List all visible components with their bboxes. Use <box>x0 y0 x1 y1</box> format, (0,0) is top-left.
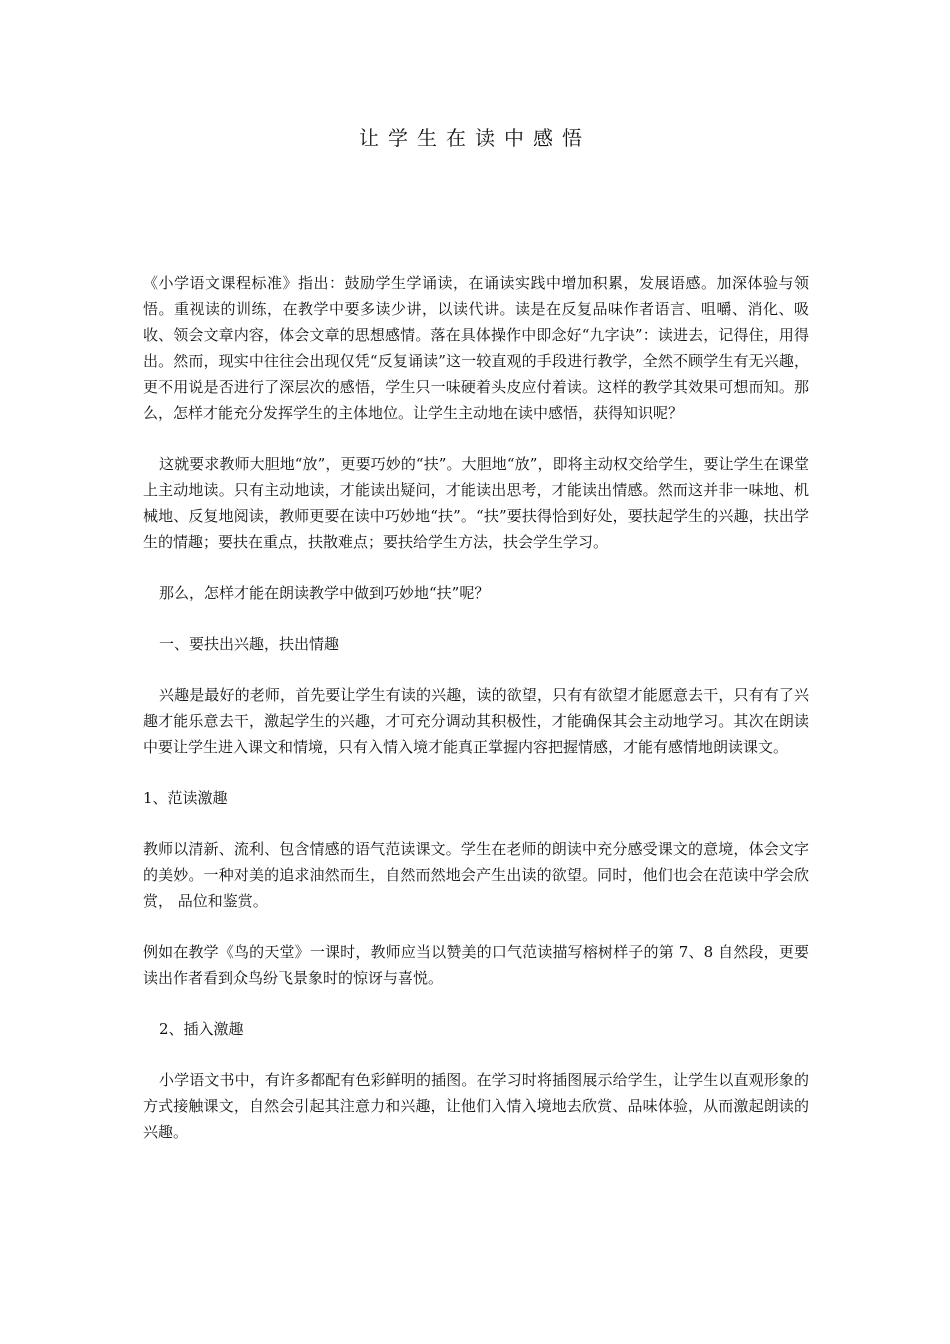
paragraph-illustrations: 小学语文书中，有许多都配有色彩鲜明的插图。在学习时将插图展示给学生，让学生以直观形象的方式接触课文，自然会引起其注意力和兴趣，让他们入情入境地去欣赏、品味体验，从而激起朗读的兴趣。 <box>143 1071 809 1141</box>
subheading-illustrations: 2、插入激趣 <box>159 1020 244 1038</box>
document-title: 让学生在读中感悟 <box>359 126 591 150</box>
section-heading-1: 一、要扶出兴趣，扶出情趣 <box>159 635 340 653</box>
paragraph-model-reading: 教师以清新、流利、包含情感的语气范读课文。学生在老师的朗读中充分感受课文的意境，体会文字的美妙。一种对美的追求油然而生，自然而然地会产生出读的欲望。同时，他们也会在范读中学会欣赏， 品位和鉴赏。 <box>143 840 809 910</box>
paragraph-fang-fu: 这就要求教师大胆地“放”，更要巧妙的“扶”。大胆地“放”，即将主动权交给学生，要让学生在课堂上主动地读。只有主动地读，才能读出疑问，才能读出思考，才能读出情感。然而这并非一味地、机械地、反复地阅读，教师更要在读中巧妙地“扶”。“扶”要扶得恰到好处，要扶起学生的兴趣，扶出学生的情趣；要扶在重点，扶散难点；要扶给学生方法，扶会学生学习。 <box>143 455 809 551</box>
paragraph-intro: 《小学语文课程标准》指出：鼓励学生学诵读，在诵读实践中增加积累，发展语感。加深体验与领悟。重视读的训练，在教学中要多读少讲，以读代讲。读是在反复品味作者语言、咀嚼、消化、吸收、领会文章内容，体会文章的思想感情。落在具体操作中即念好“九字诀”：读进去，记得住，用得出。然而，现实中往往会出现仅凭“反复诵读”这一较直观的手段进行教学，全然不顾学生有无兴趣，更不用说是否进行了深层次的感悟，学生只一味硬着头皮应付着读。这样的教学其效果可想而知。那么，怎样才能充分发挥学生的主体地位。让学生主动地在读中感悟，获得知识呢？ <box>143 274 809 422</box>
document-body <box>143 270 809 1145</box>
paragraph-interest: 兴趣是最好的老师，首先要让学生有读的兴趣，读的欲望，只有有欲望才能愿意去干，只有有了兴趣才能乐意去干，激起学生的兴趣，才可充分调动其积极性，才能确保其会主动地学习。其次在朗读中要让学生进入课文和情境，只有入情入境才能真正掌握内容把握情感，才能有感情地朗读课文。 <box>143 686 809 756</box>
paragraph-question: 那么，怎样才能在朗读教学中做到巧妙地“扶”呢？ <box>159 584 490 602</box>
subheading-model-reading: 1、范读激趣 <box>143 789 228 807</box>
paragraph-example: 例如在教学《鸟的天堂》一课时，教师应当以赞美的口气范读描写榕树样子的第 7、8 自然段，更要读出作者看到众鸟纷飞景象时的惊讶与喜悦。 <box>143 943 809 987</box>
